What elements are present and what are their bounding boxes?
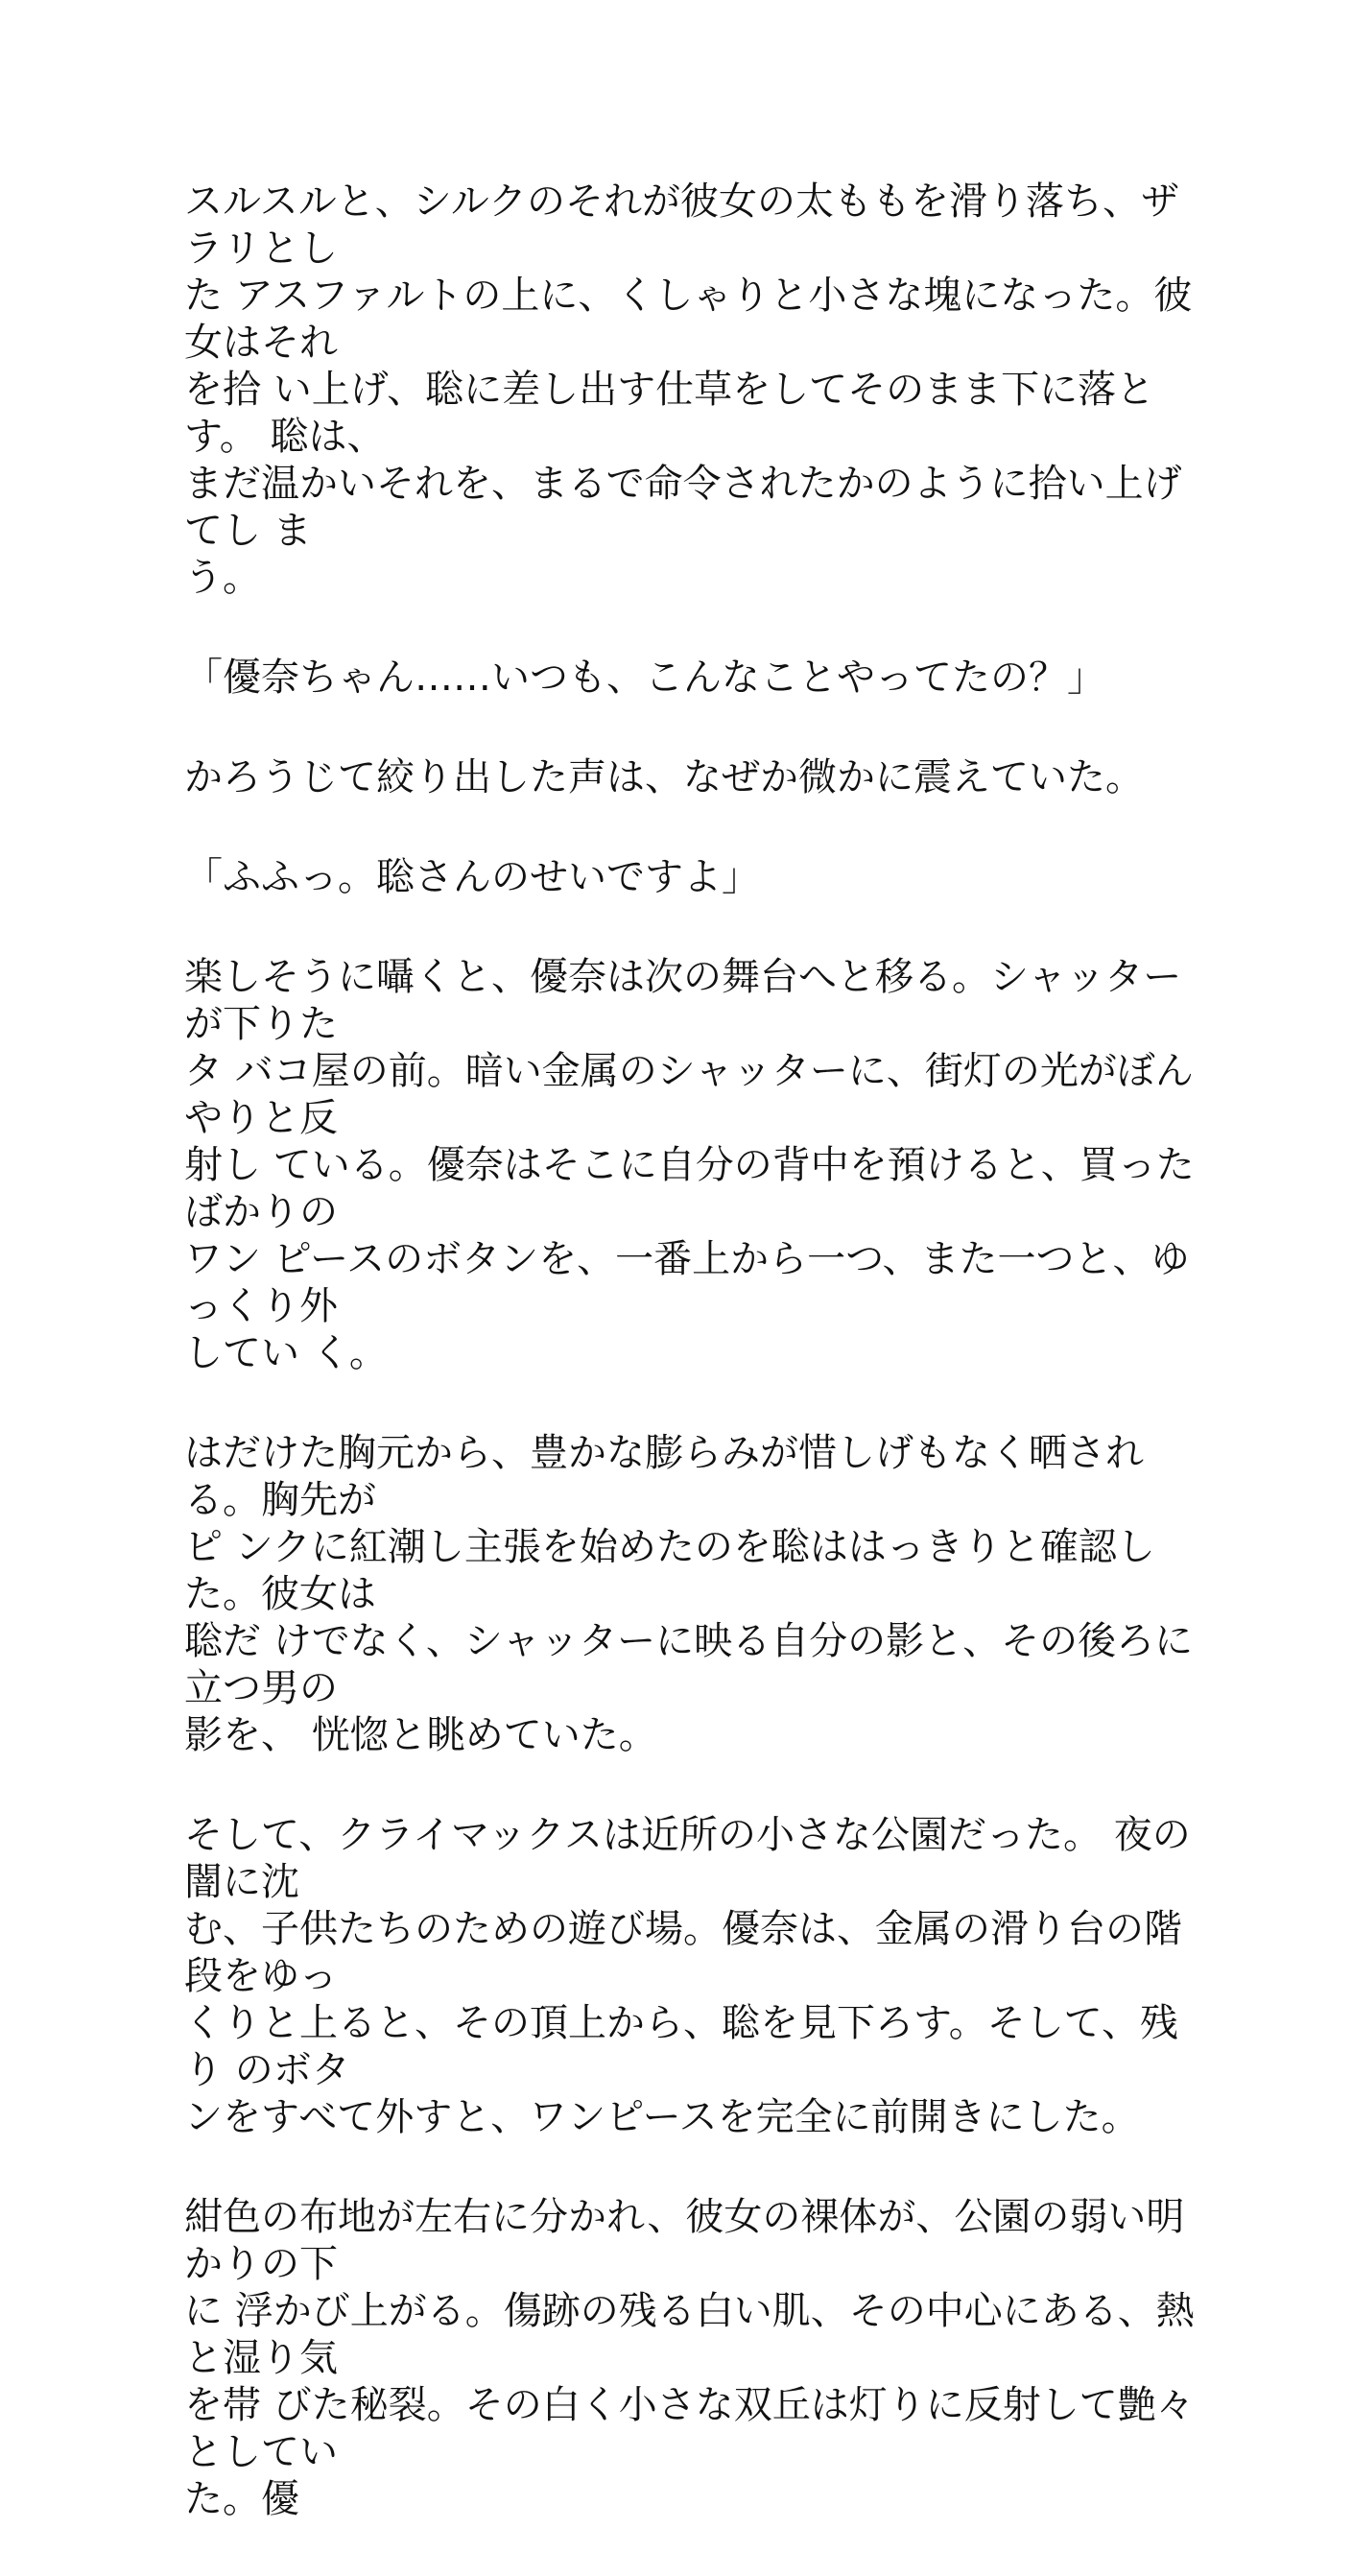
text-line: 楽しそうに囁くと、優奈は次の舞台へと移る。シャッターが下りた (184, 955, 1182, 1046)
text-line: 「優奈ちゃん……いつも、こんなことやってたの？」 (184, 656, 1105, 700)
text-line: を拾 い上げ、聡に差し出す仕草をしてそのまま下に落とす。 聡は、 (184, 368, 1155, 459)
paragraph (184, 954, 1201, 1377)
text-line: 「ふふっ。聡さんのせいですよ」 (184, 855, 760, 899)
paragraph (184, 179, 1201, 602)
text-line: 聡だ けでなく、シャッターに映る自分の影と、その後ろに立つ男の (184, 1619, 1194, 1710)
text-line: う。 (184, 556, 261, 600)
paragraph (184, 655, 1201, 702)
text-line: に 浮かび上がる。傷跡の残る白い肌、その中心にある、熱と湿り気 (184, 2289, 1195, 2380)
paragraph (184, 2194, 1201, 2523)
text-line: かろうじて絞り出した声は、なぜか微かに震えていた。 (184, 755, 1144, 799)
text-line: 影を、 恍惚と眺めていた。 (184, 1713, 657, 1757)
paragraph (184, 854, 1201, 901)
text-line: ワン ピースのボタンを、一番上から一つ、また一つと、ゆっくり外 (184, 1237, 1190, 1328)
text-line: 紺色の布地が左右に分かれ、彼女の裸体が、公園の弱い明かりの下 (184, 2195, 1185, 2286)
text-line: してい く。 (184, 1331, 388, 1375)
text-line: くりと上ると、その頂上から、聡を見下ろす。そして、残り のボタ (184, 2001, 1178, 2092)
text-line: を帯 びた秘裂。その白く小さな双丘は灯りに反射して艶々としてい (184, 2383, 1195, 2474)
text-line: スルスルと、シルクのそれが彼女の太ももを滑り落ち、ザラリとし (184, 179, 1179, 271)
text-line: む、子供たちのための遊び場。優奈は、金属の滑り台の階 段をゆっ (184, 1907, 1195, 1998)
page (0, 179, 1352, 2523)
text-line: ンをすべて外すと、ワンピースを完全に前開きにした。 (184, 2095, 1140, 2139)
text-line: そして、クライマックスは近所の小さな公園だった。 夜の闇に沈 (184, 1813, 1191, 1904)
text-line: 射し ている。優奈はそこに自分の背中を預けると、買ったばかりの (184, 1143, 1195, 1234)
text-line: ピ ンクに紅潮し主張を始めたのを聡ははっきりと確認した。彼女は (184, 1525, 1155, 1616)
paragraph (184, 1812, 1201, 2141)
text-line: た。優 (184, 2477, 299, 2521)
text-line: た アスファルトの上に、くしゃりと小さな塊になった。彼女はそれ (184, 274, 1193, 365)
text-line: はだけた胸元から、豊かな膨らみが惜しげもなく晒される。胸先が (184, 1431, 1144, 1522)
paragraph (184, 754, 1201, 801)
text-line: タ バコ屋の前。暗い金属のシャッターに、街灯の光がぼんやりと反 (184, 1049, 1194, 1140)
text-line: まだ温かいそれを、まるで命令されたかのように拾い上げてし ま (184, 462, 1182, 553)
paragraph (184, 1430, 1201, 1759)
